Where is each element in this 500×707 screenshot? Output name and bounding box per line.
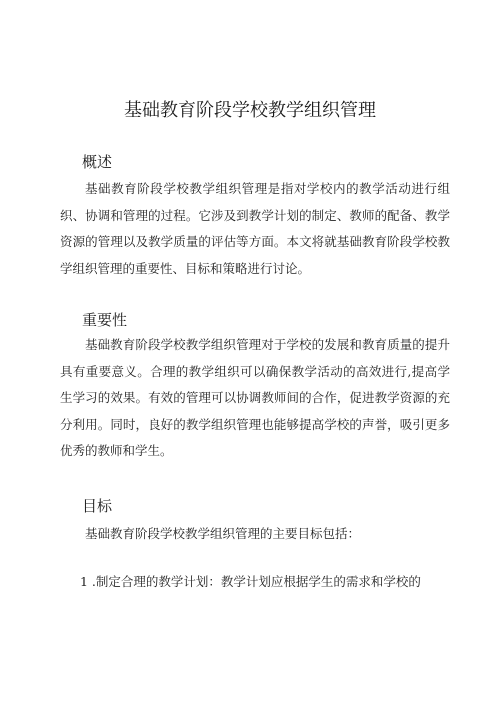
section-paragraph-goals: 基础教育阶段学校教学组织管理的主要目标包括：	[85, 526, 361, 541]
section-heading-importance: 重要性	[82, 311, 128, 329]
goals-list-item: 1 .制定合理的教学计划：教学计划应根据学生的需求和学校的	[80, 574, 421, 589]
section-paragraph-overview: 基础教育阶段学校教学组织管理是指对学校内的教学活动进行组织、协调和管理的过程。它涉及到教学计划的制定、教师的配备、教学资源的管理以及教学质量的评估等方面。本文将就基础教育阶段学校教学组织管理的重要性、目标和策略进行讨论。	[60, 181, 450, 276]
document-title: 基础教育阶段学校教学组织管理	[124, 100, 376, 121]
section-heading-overview: 概述	[82, 153, 113, 171]
section-heading-goals: 目标	[82, 497, 113, 515]
section-paragraph-importance: 基础教育阶段学校教学组织管理对于学校的发展和教育质量的提升具有重要意义。合理的教学组织可以确保教学活动的高效进行,提高学生学习的效果。有效的管理可以协调教师间的合作，促进教学资源的充分利用。同时，良好的教学组织管理也能够提高学校的声誉，吸引更多优秀的教师和学生。	[60, 337, 450, 458]
